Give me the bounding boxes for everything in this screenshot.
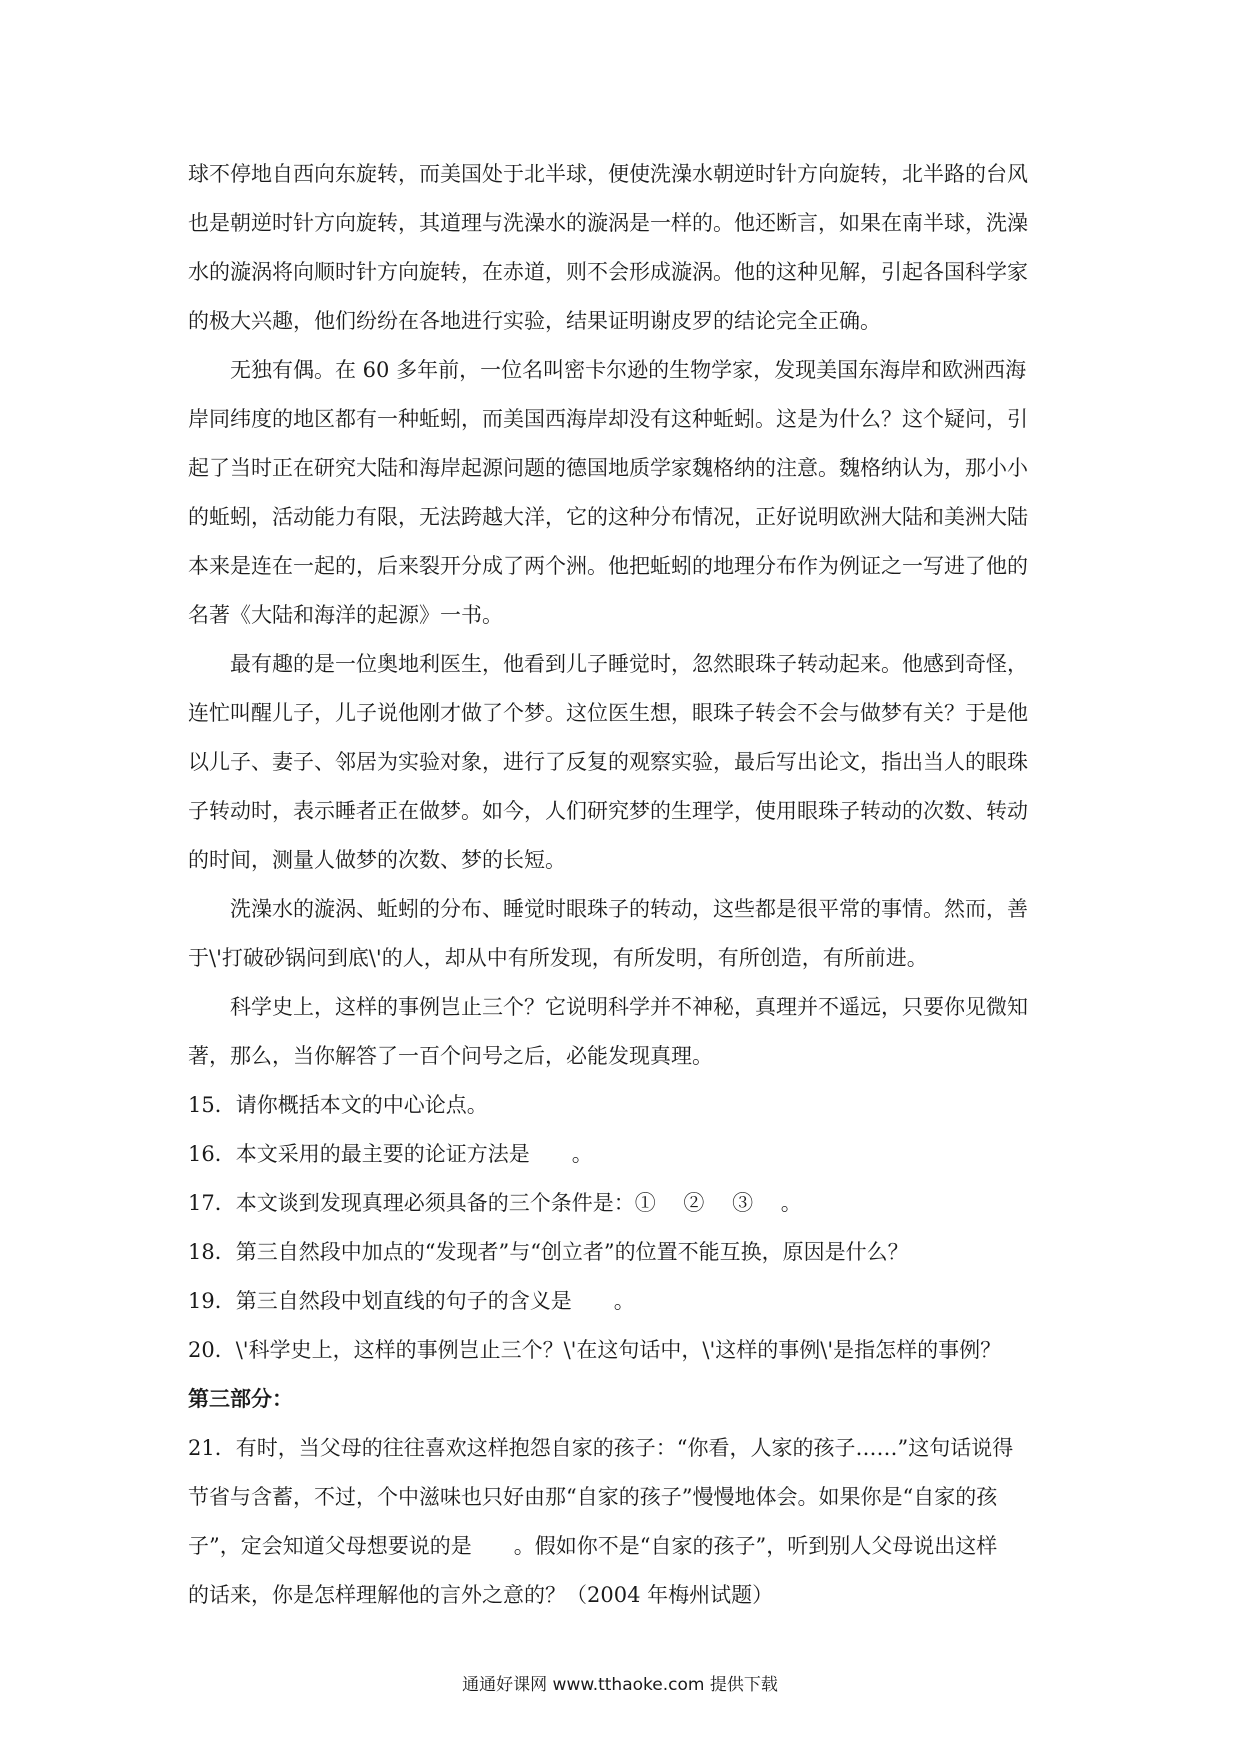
text-line: 科学史上，这样的事例岂止三个？它说明科学并不神秘，真理并不遥远，只要你见微知	[230, 995, 1028, 1019]
text-line: 17．本文谈到发现真理必须具备的三个条件是：① ② ③ 。	[188, 1191, 802, 1215]
text-line: 节省与含蓄，不过，个中滋味也只好由那“自家的孩子”慢慢地体会。如果你是“自家的孩	[188, 1485, 998, 1509]
section-heading: 第三部分：	[188, 1387, 293, 1411]
text-line: 名著《大陆和海洋的起源》一书。	[188, 603, 503, 627]
text-line: 子”，定会知道父母想要说的是 。假如你不是“自家的孩子”，听到别人父母说出这样	[188, 1534, 998, 1558]
text-line: 18．第三自然段中加点的“发现者”与“创立者”的位置不能互换，原因是什么？	[188, 1240, 909, 1264]
text-line: 无独有偶。在 60 多年前，一位名叫密卡尔逊的生物学家，发现美国东海岸和欧洲西海	[230, 358, 1027, 382]
text-line: 的话来，你是怎样理解他的言外之意的？（2004 年梅州试题）	[188, 1583, 774, 1607]
text-line: 也是朝逆时针方向旋转，其道理与洗澡水的漩涡是一样的。他还断言，如果在南半球，洗澡	[188, 211, 1028, 235]
text-line: 的蚯蚓，活动能力有限，无法跨越大洋，它的这种分布情况，正好说明欧洲大陆和美洲大陆	[188, 505, 1028, 529]
text-line: 起了当时正在研究大陆和海岸起源问题的德国地质学家魏格纳的注意。魏格纳认为，那小小	[188, 456, 1028, 480]
text-line: 以儿子、妻子、邻居为实验对象，进行了反复的观察实验，最后写出论文，指出当人的眼珠	[188, 750, 1028, 774]
text-line: 洗澡水的漩涡、蚯蚓的分布、睡觉时眼珠子的转动，这些都是很平常的事情。然而，善	[230, 897, 1028, 921]
text-line: 于\'打破砂锅问到底\'的人，却从中有所发现，有所发明，有所创造，有所前进。	[188, 946, 928, 970]
text-line: 最有趣的是一位奥地利医生，他看到儿子睡觉时，忽然眼珠子转动起来。他感到奇怪，	[230, 652, 1028, 676]
text-line: 的极大兴趣，他们纷纷在各地进行实验，结果证明谢皮罗的结论完全正确。	[188, 309, 881, 333]
text-line: 19．第三自然段中划直线的句子的含义是 。	[188, 1289, 635, 1313]
text-line: 21．有时，当父母的往往喜欢这样抱怨自家的孩子：“你看，人家的孩子……”这句话说得	[188, 1436, 1014, 1460]
text-line: 著，那么，当你解答了一百个问号之后，必能发现真理。	[188, 1044, 713, 1068]
text-line: 连忙叫醒儿子，儿子说他刚才做了个梦。这位医生想，眼珠子转会不会与做梦有关？于是他	[188, 701, 1028, 725]
text-line: 水的漩涡将向顺时针方向旋转，在赤道，则不会形成漩涡。他的这种见解，引起各国科学家	[188, 260, 1028, 284]
text-line: 16．本文采用的最主要的论证方法是 。	[188, 1142, 593, 1166]
text-line: 本来是连在一起的，后来裂开分成了两个洲。他把蚯蚓的地理分布作为例证之一写进了他的	[188, 554, 1028, 578]
text-line: 的时间，测量人做梦的次数、梦的长短。	[188, 848, 566, 872]
document-body	[188, 150, 1060, 1620]
page-footer: 通通好课网 www.tthaoke.com 提供下载	[462, 1675, 778, 1695]
text-line: 20．\'科学史上，这样的事例岂止三个？\'在这句话中，\'这样的事例\'是指怎样的事例？	[188, 1338, 1002, 1362]
text-line: 球不停地自西向东旋转，而美国处于北半球，便使洗澡水朝逆时针方向旋转，北半路的台风	[188, 162, 1028, 186]
text-line: 子转动时，表示睡者正在做梦。如今，人们研究梦的生理学，使用眼珠子转动的次数、转动	[188, 799, 1028, 823]
text-line: 15．请你概括本文的中心论点。	[188, 1093, 488, 1117]
text-line: 岸同纬度的地区都有一种蚯蚓，而美国西海岸却没有这种蚯蚓。这是为什么？这个疑问，引	[188, 407, 1028, 431]
